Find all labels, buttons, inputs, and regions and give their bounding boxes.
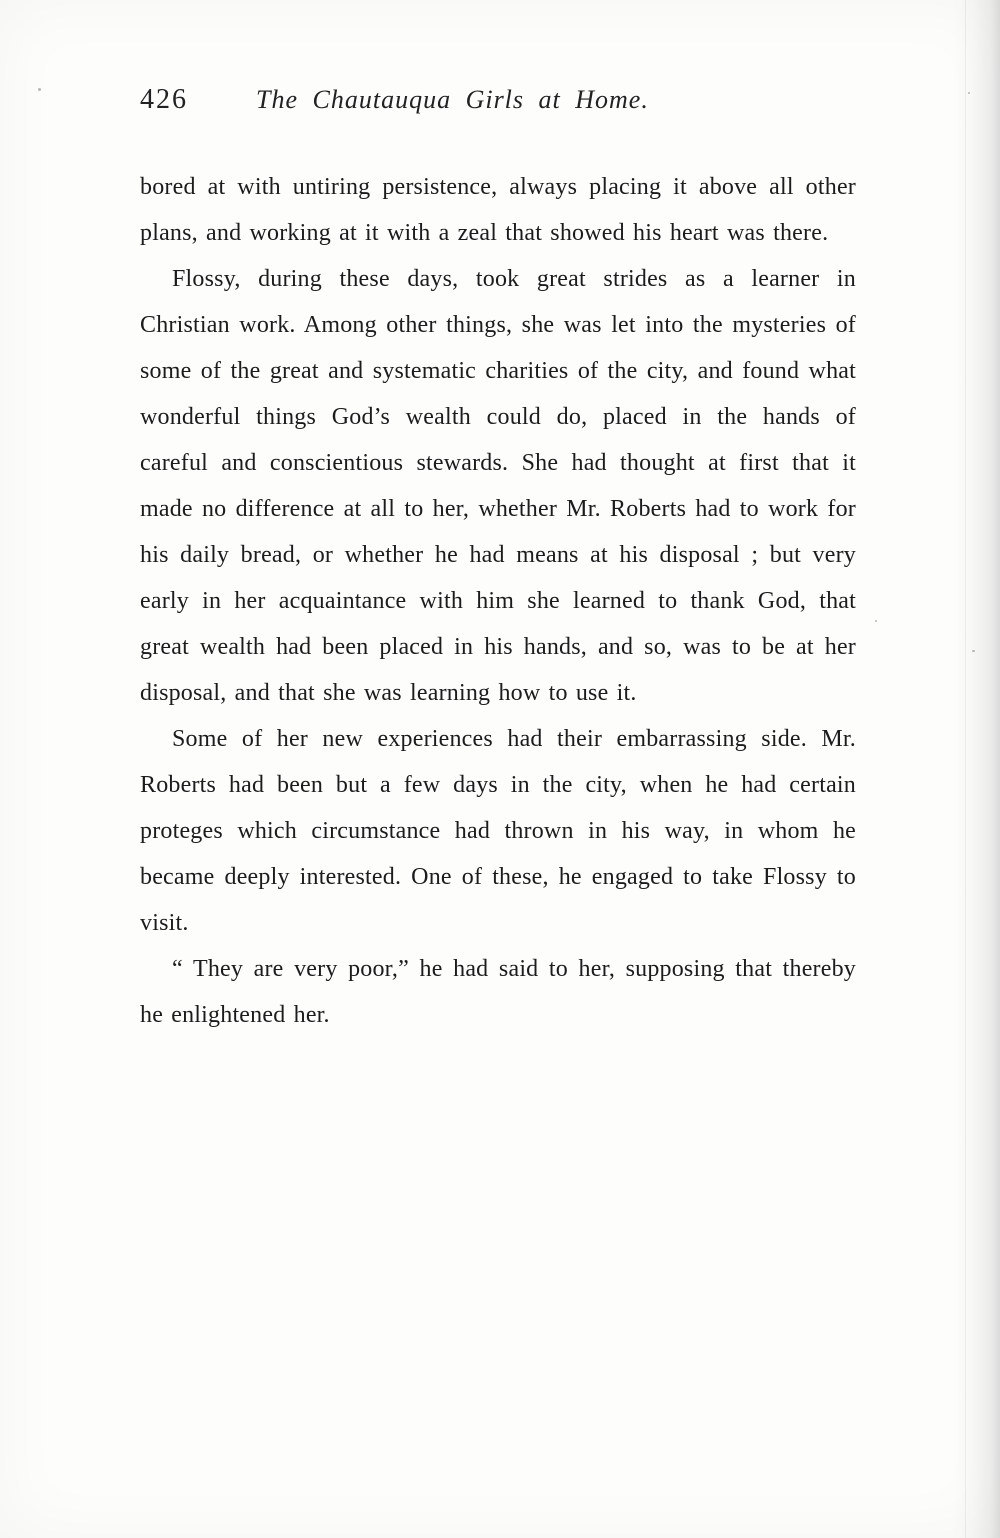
page-edge-shadow xyxy=(952,0,1000,1538)
scan-speck xyxy=(38,88,41,91)
paragraph: Flossy, during these days, took great strides as a learner in Christian work. Among other things, she was let into the mysteries of some of the great and systematic charities of the city, and found what wonderful things God’s wealth could do, placed in the hands of careful and conscientious stewards. She had thought at first that it made no difference at all to her, whether Mr. Roberts had to work for his daily bread, or whether he had means at his disposal ; but very early in her acquaintance with him she learned to thank God, that great wealth had been placed in his hands, and so, was to be at her disposal, and that she was learning how to use it. xyxy=(140,266,856,706)
scan-speck xyxy=(972,650,975,652)
page-header xyxy=(140,84,850,116)
paragraph: bored at with untiring persistence, always placing it above all other plans, and working at it with a zeal that showed his heart was there. xyxy=(140,174,856,246)
page-number: 426 xyxy=(140,84,188,115)
scan-speck xyxy=(968,92,970,94)
running-title: The Chautauqua Girls at Home. xyxy=(256,85,649,114)
scan-speck xyxy=(875,620,877,622)
page-text xyxy=(140,164,856,1038)
page-edge-line xyxy=(965,0,966,1538)
paragraph: “ They are very poor,” he had said to her, supposing that thereby he enlightened her. xyxy=(140,956,856,1028)
paragraph: Some of her new experiences had their embarrassing side. Mr. Roberts had been but a few days in the city, when he had certain proteges which circumstance had thrown in his way, in whom he became deeply interested. One of these, he engaged to take Flossy to visit. xyxy=(140,726,856,936)
